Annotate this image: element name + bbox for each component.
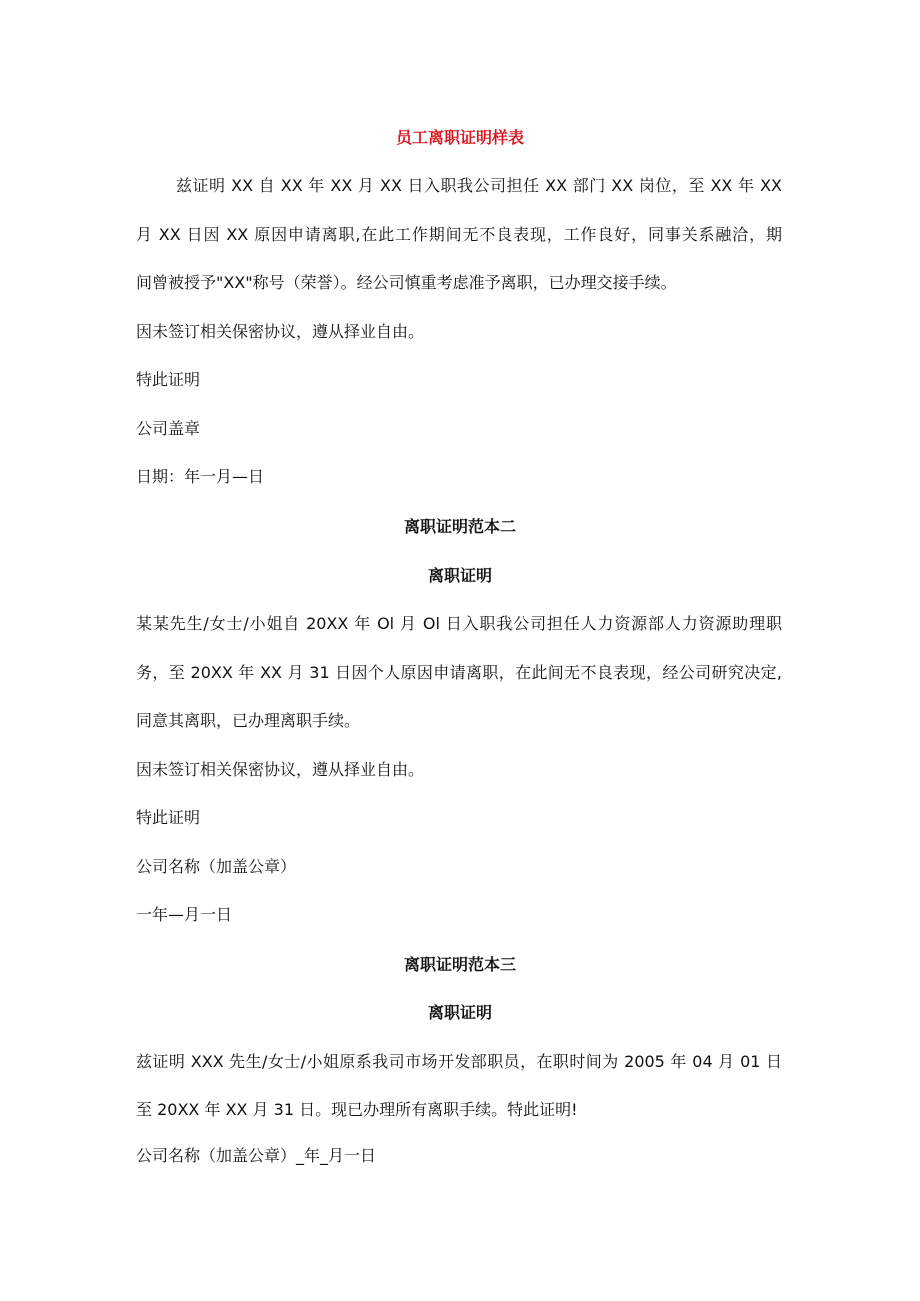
section1-paragraph-line-1: 兹证明 XX 自 XX 年 XX 月 XX 日入职我公司担任 XX 部门 XX 岗位，至 XX 年 XX bbox=[176, 176, 782, 195]
section2-paragraph-line-1: 某某先生/女士/小姐自 20XX 年 Ol 月 Ol 日入职我公司担任人力资源部人力资源助理职 bbox=[136, 614, 782, 633]
section3-company-date: 公司名称（加盖公章）_年_月一日 bbox=[136, 1146, 377, 1165]
section1-seal: 公司盖章 bbox=[136, 419, 201, 438]
section2-confidentiality: 因未签订相关保密协议，遵从择业自由。 bbox=[136, 760, 425, 779]
section2-date: 一年—月一日 bbox=[136, 905, 233, 924]
section1-title: 员工离职证明样表 bbox=[395, 128, 524, 147]
section2-company: 公司名称（加盖公章） bbox=[136, 857, 297, 876]
section2-title: 离职证明 bbox=[427, 566, 492, 585]
section2-heading: 离职证明范本二 bbox=[403, 517, 516, 536]
section1-date: 日期：年一月—日 bbox=[136, 467, 265, 486]
section2-certify: 特此证明 bbox=[136, 808, 201, 827]
section2-paragraph-line-2: 务，至 20XX 年 XX 月 31 日因个人原因申请离职，在此间无不良表现，经公司研究决定, bbox=[136, 663, 782, 682]
section1-confidentiality: 因未签订相关保密协议，遵从择业自由。 bbox=[136, 322, 425, 341]
section2-paragraph-line-3: 同意其离职，已办理离职手续。 bbox=[136, 711, 361, 730]
section3-paragraph-line-1: 兹证明 XXX 先生/女士/小姐原系我司市场开发部职员，在职时间为 2005 年 04 月 01 日 bbox=[136, 1052, 782, 1071]
section3-title: 离职证明 bbox=[427, 1003, 492, 1022]
section3-paragraph-line-2: 至 20XX 年 XX 月 31 日。现已办理所有离职手续。特此证明! bbox=[136, 1100, 578, 1119]
section3-heading: 离职证明范本三 bbox=[403, 955, 516, 974]
section1-paragraph-line-3: 间曾被授予"XX"称号（荣誉）。经公司慎重考虑准予离职，已办理交接手续。 bbox=[136, 273, 677, 292]
section1-paragraph-line-2: 月 XX 日因 XX 原因申请离职,在此工作期间无不良表现，工作良好，同事关系融洽，期 bbox=[136, 225, 782, 244]
section1-certify: 特此证明 bbox=[136, 370, 201, 389]
